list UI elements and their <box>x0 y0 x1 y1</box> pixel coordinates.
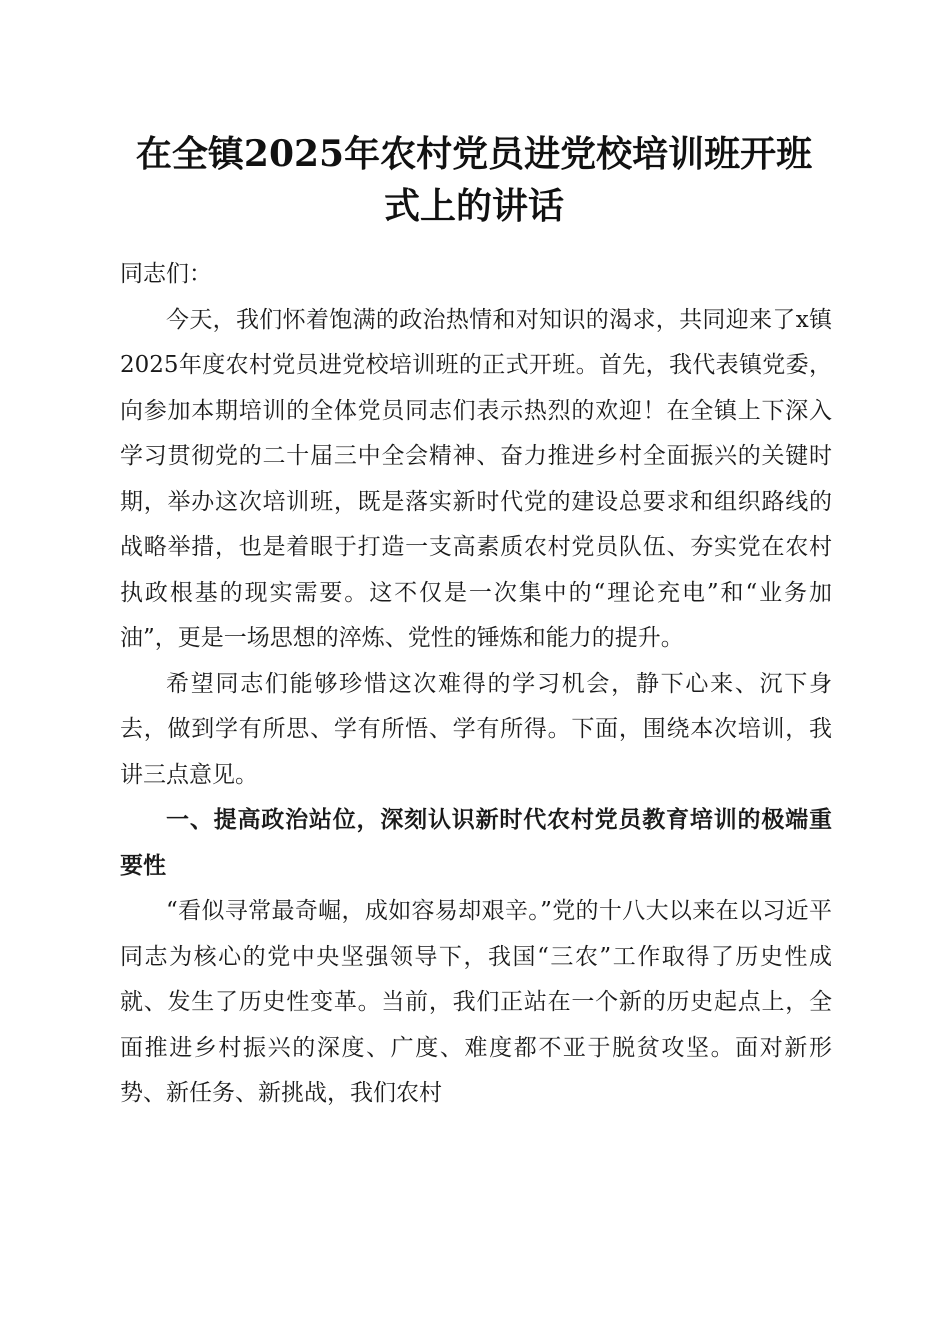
document-title: 在全镇2025年农村党员进党校培训班开班式上的讲话 <box>135 133 813 227</box>
document-body <box>120 252 832 1117</box>
section-heading-1: 一、提高政治站位，深刻认识新时代农村党员教育培训的极端重要性 <box>120 807 832 879</box>
paragraph-section-1: “看似寻常最奇崛，成如容易却艰辛。”党的十八大以来在以习近平同志为核心的党中央坚强领导下，我国“三农”工作取得了历史性成就、发生了历史性变革。当前，我们正站在一个新的历史起点上，全面推进乡村振兴的深度、广度、难度都不亚于脱贫攻坚。面对新形势、新任务、新挑战，我们农村 <box>120 898 832 1106</box>
salutation: 同志们： <box>120 261 212 287</box>
paragraph-expectation: 希望同志们能够珍惜这次难得的学习机会，静下心来、沉下身去，做到学有所思、学有所悟、学有所得。下面，围绕本次培训，我讲三点意见。 <box>120 670 832 788</box>
paragraph-opening: 今天，我们怀着饱满的政治热情和对知识的渴求，共同迎来了x镇2025年度农村党员进党校培训班的正式开班。首先，我代表镇党委，向参加本期培训的全体党员同志们表示热烈的欢迎！在全镇上下深入学习贯彻党的二十届三中全会精神、奋力推进乡村全面振兴的关键时期，举办这次培训班，既是落实新时代党的建设总要求和组织路线的战略举措，也是着眼于打造一支高素质农村党员队伍、夯实党在农村执政根基的现实需要。这不仅是一次集中的“理论充电”和“业务加油”，更是一场思想的淬炼、党性的锤炼和能力的提升。 <box>120 306 832 651</box>
